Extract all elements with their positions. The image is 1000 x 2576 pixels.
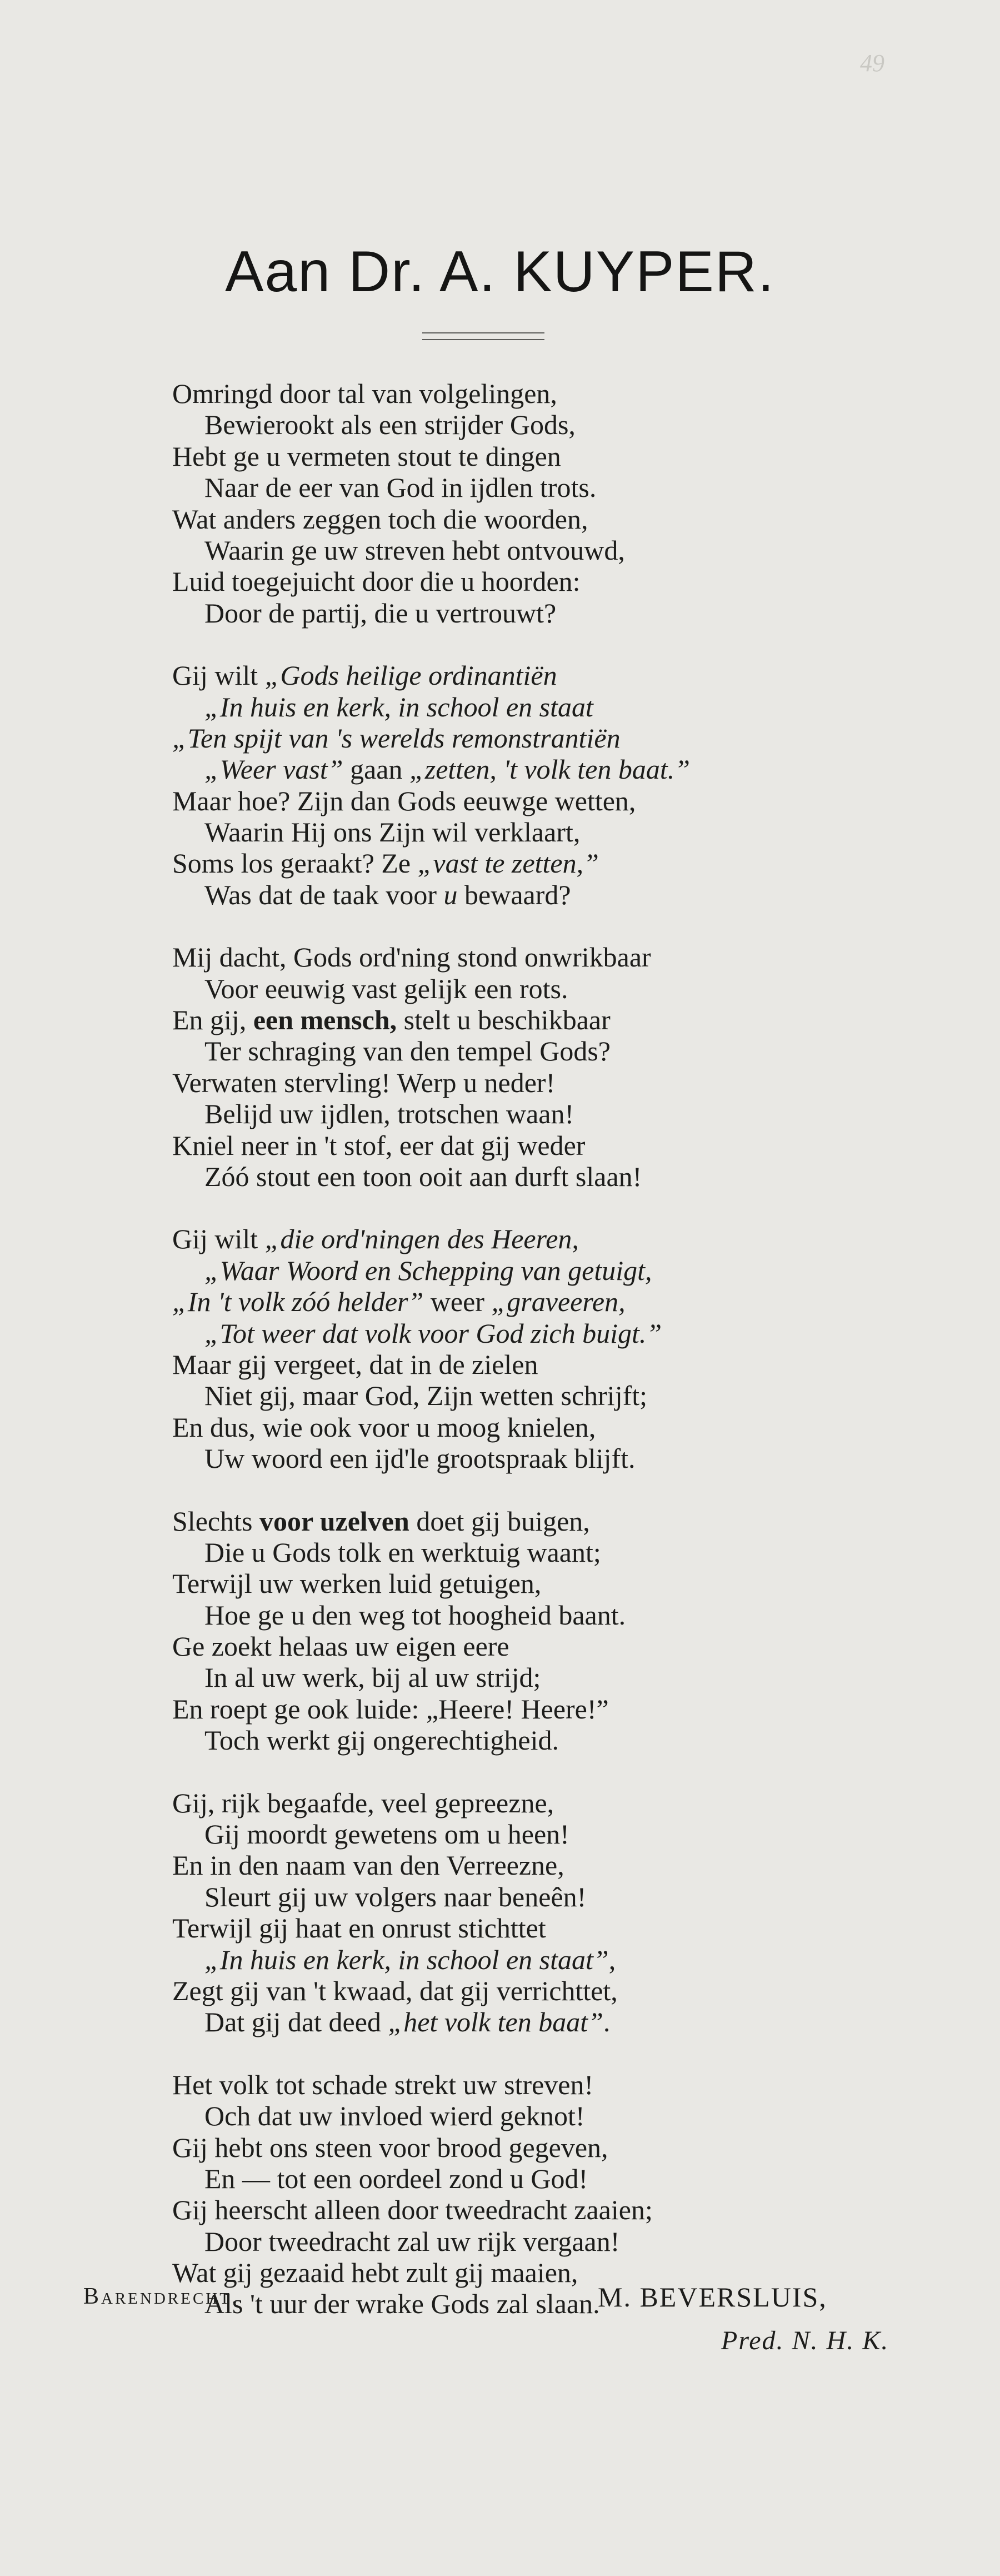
poem-line: Verwaten stervling! Werp u neder! [172, 1067, 556, 1098]
poem-body [172, 378, 856, 2351]
poem-line: Hebt ge u vermeten stout te dingen [172, 440, 561, 472]
stanza [172, 941, 856, 1192]
emphasized-phrase: een mensch, [253, 1004, 397, 1036]
italic-phrase: „zetten, 't volk ten baat.” [409, 754, 691, 785]
stanza [172, 378, 856, 629]
emphasized-phrase: voor uzelven [259, 1505, 409, 1537]
page-number-mark: 49 [860, 49, 884, 77]
poem-line: Die u Gods tolk en werktuig waant; [204, 1536, 601, 1568]
title-double-rule [422, 332, 544, 340]
poem-line: Kniel neer in 't stof, eer dat gij weder [172, 1129, 586, 1161]
poem-line: Niet gij, maar God, Zijn wetten schrijft; [204, 1380, 648, 1412]
text-segment: , [608, 1944, 616, 1975]
poem-line: Och dat uw invloed wierd geknot! [204, 2100, 585, 2132]
poem-line: Sleurt gij uw volgers naar beneên! [204, 1881, 587, 1912]
poem-line: Maar gij vergeet, dat in de zielen [172, 1348, 538, 1380]
stanza [172, 1787, 856, 2038]
italic-phrase: „In huis en kerk, in school en staat [204, 691, 593, 723]
poem-line [172, 754, 856, 785]
poem-line [172, 691, 856, 723]
poem-line [172, 1506, 856, 1537]
text-segment: En gij, [172, 1004, 253, 1036]
poem-line [172, 660, 856, 691]
poem-line: Door de partij, die u vertrouwt? [204, 597, 557, 629]
poem-line: Ter schraging van den tempel Gods? [204, 1035, 611, 1067]
poem-line: Ge zoekt helaas uw eigen eere [172, 1631, 509, 1662]
poem-line: Naar de eer van God in ijdlen trots. [204, 472, 597, 504]
poem-line [172, 1255, 856, 1286]
italic-phrase: „Ten spijt van 's werelds remonstrantiën [172, 722, 621, 754]
italic-phrase: u [443, 879, 458, 910]
place-name: Barendrecht. [83, 2284, 240, 2309]
poem-line: Wat anders zeggen toch die woorden, [172, 503, 588, 535]
poem-line: Gij hebt ons steen voor brood gegeven, [172, 2131, 608, 2163]
poem-line: Als 't uur der wrake Gods zal slaan. [204, 2288, 600, 2320]
poem-line: En roept ge ook luide: „Heere! Heere!” [172, 1693, 609, 1725]
stanza [172, 1506, 856, 1756]
stanza [172, 660, 856, 910]
author-name: M. BEVERSLUIS, [598, 2281, 827, 2313]
text-segment: gaan [343, 754, 409, 785]
author-title: Pred. N. H. K. [721, 2326, 889, 2355]
text-segment: Gij wilt [172, 1223, 265, 1255]
poem-line [172, 1318, 856, 1349]
italic-phrase: „Tot weer dat volk voor God zich buigt.” [204, 1317, 662, 1349]
stanza [172, 1223, 856, 1474]
poem-line: Terwijl gij haat en onrust stichttet [172, 1912, 546, 1944]
poem-line: Gij, rijk begaafde, veel gepreezne, [172, 1787, 554, 1818]
poem-line: Luid toegejuicht door die u hoorden: [172, 566, 581, 597]
poem-title: Aan Dr. A. KUYPER. [225, 240, 775, 304]
poem-line [172, 723, 856, 754]
italic-phrase: „het volk ten baat” [388, 2006, 603, 2038]
poem-line: Zegt gij van 't kwaad, dat gij verrichttet, [172, 1975, 618, 2006]
poem-line: Gij heerscht alleen door tweedracht zaaien; [172, 2194, 653, 2226]
text-segment: Gij wilt [172, 660, 265, 691]
italic-phrase: „vast te zetten,” [417, 848, 599, 879]
poem-line: En in den naam van den Verreezne, [172, 1850, 564, 1881]
italic-phrase: „Waar Woord en Schepping van getuigt, [204, 1254, 652, 1286]
poem-line: Uw woord een ijd'le grootspraak blijft. [204, 1443, 636, 1474]
poem-line: Zóó stout een toon ooit aan durft slaan! [204, 1160, 642, 1192]
poem-line: Omringd door tal van volgelingen, [172, 378, 557, 409]
poem-line: Toch werkt gij ongerechtigheid. [204, 1725, 559, 1756]
text-segment: bewaard? [457, 879, 571, 910]
poem-line [172, 1286, 856, 1317]
poem-line: Gij moordt gewetens om u heen! [204, 1818, 569, 1850]
poem-line: Voor eeuwig vast gelijk een rots. [204, 973, 568, 1004]
poem-line [172, 848, 856, 879]
text-segment: weer [423, 1286, 492, 1318]
signature-block [0, 2283, 1000, 2366]
poem-line: Waarin ge uw streven hebt ontvouwd, [204, 534, 625, 566]
poem-line [172, 2006, 856, 2037]
text-segment: . [603, 2006, 611, 2038]
poem-line [172, 879, 856, 910]
italic-phrase: „Gods heilige ordinantiën [264, 660, 557, 691]
poem-line: Het volk tot schade strekt uw streven! [172, 2069, 594, 2100]
italic-phrase: „Weer vast” [204, 754, 343, 785]
text-segment: Dat gij dat deed [204, 2006, 388, 2038]
poem-line: Maar hoe? Zijn dan Gods eeuwge wetten, [172, 785, 636, 816]
poem-line: Bewierookt als een strijder Gods, [204, 409, 576, 441]
poem-line: Belijd uw ijdlen, trotschen waan! [204, 1098, 574, 1130]
italic-phrase: „graveeren, [491, 1286, 626, 1318]
poem-line [172, 1223, 856, 1254]
italic-phrase: „die ord'ningen des Heeren, [264, 1223, 579, 1255]
text-segment: stelt u beschikbaar [397, 1004, 611, 1036]
text-segment: Soms los geraakt? Ze [172, 848, 418, 879]
italic-phrase: „In huis en kerk, in school en staat” [204, 1944, 609, 1975]
poem-line: En — tot een oordeel zond u God! [204, 2163, 588, 2194]
poem-line [172, 1944, 856, 1975]
poem-line: Mij dacht, Gods ord'ning stond onwrikbaar [172, 941, 651, 973]
text-segment: Was dat de taak voor [204, 879, 444, 910]
poem-line [172, 1004, 856, 1035]
poem-line: En dus, wie ook voor u moog knielen, [172, 1411, 596, 1443]
text-segment: Slechts [172, 1505, 259, 1537]
poem-line: Hoe ge u den weg tot hoogheid baant. [204, 1599, 626, 1631]
poem-line: Waarin Hij ons Zijn wil verklaart, [204, 816, 581, 848]
text-segment: doet gij buigen, [409, 1505, 590, 1537]
poem-line: Wat gij gezaaid hebt zult gij maaien, [172, 2257, 578, 2289]
italic-phrase: „In 't volk zóó helder” [172, 1286, 424, 1318]
poem-line: In al uw werk, bij al uw strijd; [204, 1662, 541, 1693]
poem-line: Door tweedracht zal uw rijk vergaan! [204, 2225, 620, 2257]
poem-line: Terwijl uw werken luid getuigen, [172, 1568, 542, 1600]
